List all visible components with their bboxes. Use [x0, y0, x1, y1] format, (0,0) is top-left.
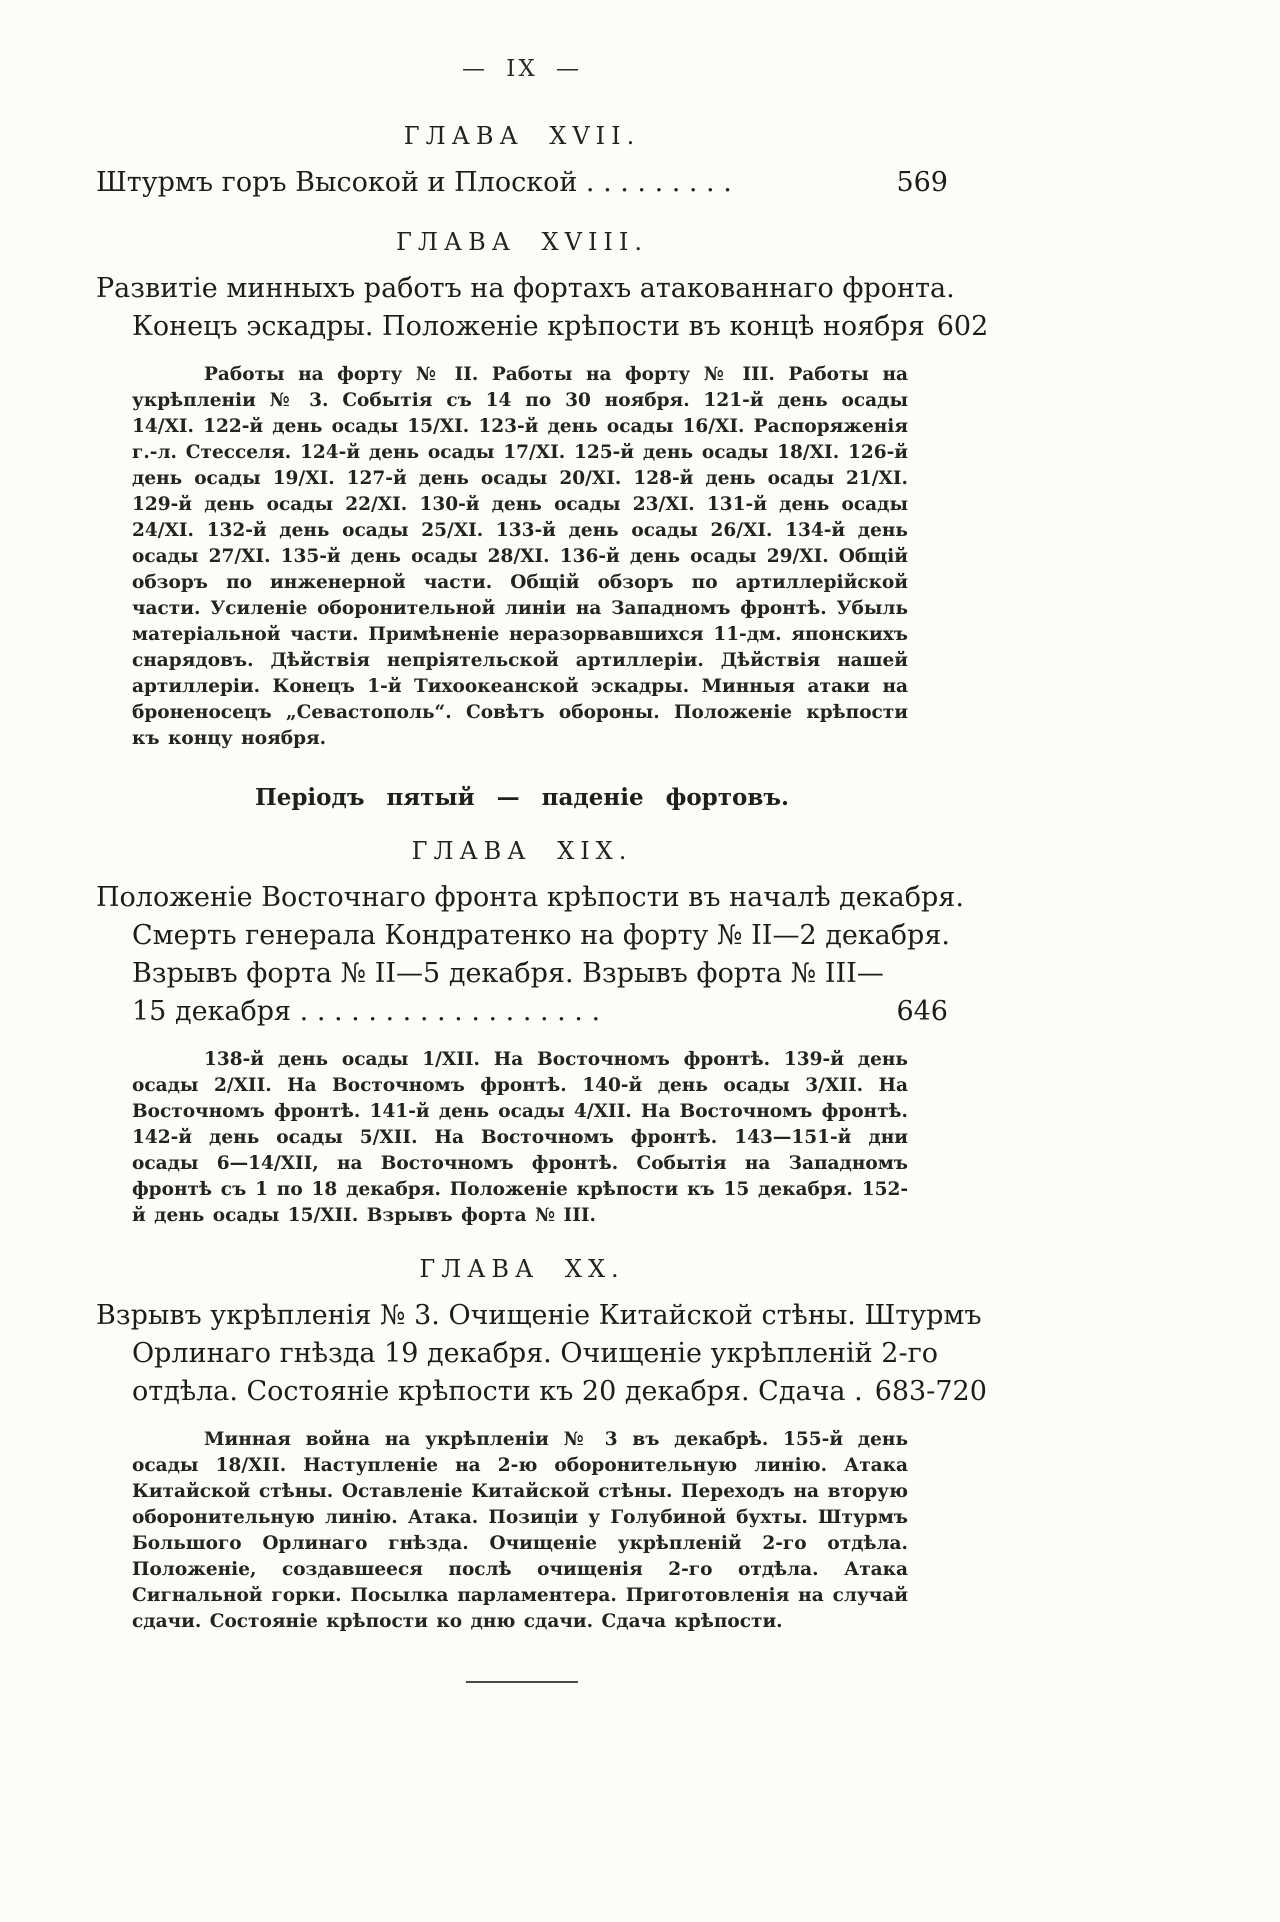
toc-entry-chapter-17 [96, 164, 948, 202]
chapter-17-page-number: 569 [896, 167, 948, 198]
chapter-20-title-line-3: отдѣла. Состояніе крѣпости къ 20 декабря. Сдача . [132, 1376, 863, 1407]
chapter-20-page-number: 683-720 [874, 1376, 987, 1407]
footer-divider-rule [466, 1681, 578, 1683]
chapter-19-title-line-4: 15 декабря . . . . . . . . . . . . . . . . . . [132, 996, 601, 1027]
chapter-17-title: Штурмъ горъ Высокой и Плоской . . . . . . . . . [96, 167, 732, 198]
chapter-18-title-line-2: Конецъ эскадры. Положеніе крѣпости въ концѣ ноября [132, 311, 925, 342]
toc-entry-chapter-20 [96, 1297, 987, 1635]
chapter-19-title-line-4-row [96, 993, 948, 1031]
chapter-20-heading: ГЛАВА XX. [419, 1255, 625, 1283]
chapter-19-heading: ГЛАВА XIX. [411, 837, 633, 865]
page-folio: — IX — [461, 56, 583, 82]
chapter-19-title-line-1: Положеніе Восточнаго фронта крѣпости въ началѣ декабря. [96, 882, 964, 913]
chapter-19-page-number: 646 [896, 996, 948, 1027]
toc-entry-chapter-19 [96, 879, 964, 1229]
chapter-18-page-number: 602 [936, 311, 989, 342]
chapter-18-title-line-2-row [96, 308, 989, 346]
chapter-18-summary: Работы на форту № II. Работы на форту № III. Работы на укрѣпленіи № 3. Событія съ 14 по 30 ноября. 121-й день осады 14/XI. 122-й день осады 15/XI. 123-й день осады 16/XI. Распоряженія г.-л. Стесселя. 124-й день осады 17/XI. 125-й день осады 18/XI. 126-й день осады 19/XI. 127-й день осады 20/XI. 128-й день осады 21/XI. 129-й день осады 22/XI. 130-й день осады 23/XI. 131-й день осады 24/XI. 132-й день осады 25/XI. 133-й день осады 26/XI. 134-й день осады 27/XI. 135-й день осады 28/XI. 136-й день осады 29/XI. Общій обзоръ по инженерной части. Общій обзоръ по артиллерійской части. Усиленіе оборонительной линіи на Западномъ фронтѣ. Убыль матеріальной части. Примѣненіе неразорвавшихся 11-дм. японскихъ снарядовъ. Дѣйствія непріятельской артиллеріи. Дѣйствія нашей артиллеріи. Конецъ 1-й Тихоокеанской эскадры. Минныя атаки на броненосецъ „Севастополь“. Совѣтъ обороны. Положеніе крѣпости къ концу ноября. [132, 364, 908, 749]
chapter-19-summary: 138-й день осады 1/XII. На Восточномъ фронтѣ. 139-й день осады 2/XII. На Восточномъ фронтѣ. 140-й день осады 3/XII. На Восточномъ фронтѣ. 141-й день осады 4/XII. На Восточномъ фронтѣ. 142-й день осады 5/XII. На Восточномъ фронтѣ. 143—151-й дни осады 6—14/XII, на Восточномъ фронтѣ. Событія на Западномъ фронтѣ съ 1 по 18 декабря. Положеніе крѣпости къ 15 декабря. 152-й день осады 15/XII. Взрывъ форта № III. [132, 1049, 908, 1226]
chapter-18-heading: ГЛАВА XVIII. [395, 228, 649, 256]
toc-entry-chapter-18 [96, 270, 989, 752]
toc-content [96, 56, 989, 1683]
chapter-20-title-line-2: Орлинаго гнѣзда 19 декабря. Очищеніе укрѣпленій 2-го [132, 1338, 938, 1369]
chapter-18-title-line-1: Развитіе минныхъ работъ на фортахъ атакованнаго фронта. [96, 273, 955, 304]
chapter-17-heading: ГЛАВА XVII. [403, 122, 641, 150]
chapter-20-title-line-3-row [96, 1373, 987, 1411]
chapter-19-title-line-3: Взрывъ форта № II—5 декабря. Взрывъ форта № III— [132, 958, 884, 989]
chapter-20-title-line-1: Взрывъ укрѣпленія № 3. Очищеніе Китайской стѣны. Штурмъ [96, 1300, 982, 1331]
period-five-heading: Періодъ пятый — паденіе фортовъ. [254, 784, 789, 811]
chapter-19-title-line-2: Смерть генерала Кондратенко на форту № II—2 декабря. [132, 920, 950, 951]
chapter-20-summary: Минная война на укрѣпленіи № 3 въ декабрѣ. 155-й день осады 18/XII. Наступленіе на 2-ю оборонительную линію. Атака Китайской стѣны. Оставленіе Китайской стѣны. Переходъ на вторую оборонительную линію. Атака. Позиціи у Голубиной бухты. Штурмъ Большого Орлинаго гнѣзда. Очищеніе укрѣпленій 2-го отдѣла. Положеніе, создавшееся послѣ очищенія 2-го отдѣла. Атака Сигнальной горки. Посылка парламентера. Приготовленія на случай сдачи. Состояніе крѣпости ко дню сдачи. Сдача крѣпости. [132, 1429, 908, 1632]
chapter-17-title-line [96, 164, 948, 202]
